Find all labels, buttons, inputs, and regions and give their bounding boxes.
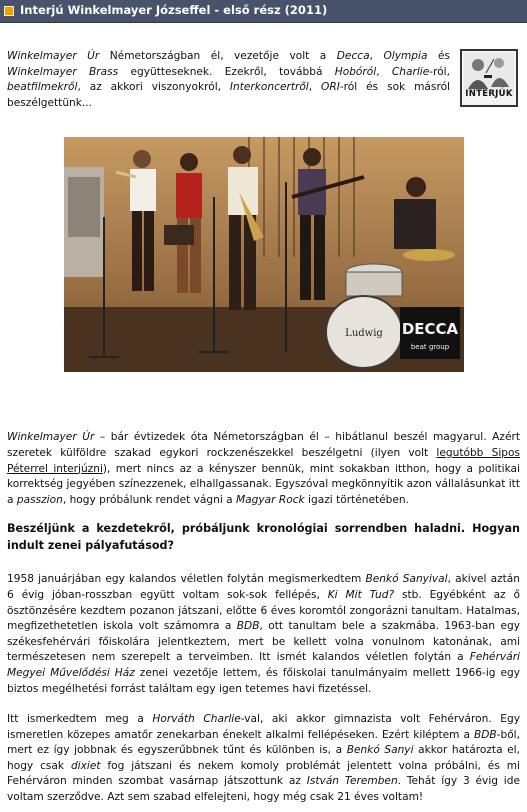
paragraph-intro-note: Winkelmayer Úr – bár évtizedek óta Németországban él – hibátlanul beszél magyarul. Azért szeretek külföldre szakad egykori rockzenészekkel beszélgetni (ilyen volt legutóbb Sipos Péterrel interjúzni), mert nincs az a kényszer bennük, mint sokakban itthon, hogy a politikai korrektség jegyében színezzenek, elhallgassanak. Egyszóval megkönnyítik azon vállalásunkat itt a passzion, hogy próbálunk rendet vágni a Magyar Rock igazi történetében. (7, 431, 520, 506)
decca-logo-subtext: beat group (410, 343, 449, 352)
page-title: Interjú Winkelmayer Józseffel - első rész (2011) (20, 3, 328, 18)
band-photo-container (7, 137, 520, 372)
article-content (0, 23, 527, 806)
interview-question: Beszéljünk a kezdetekről, próbáljunk kronológiai sorrendben haladni. Hogyan indult zenei pályafutásod? (7, 522, 520, 553)
interjuk-badge[interactable] (460, 49, 518, 107)
answer-paragraph-2: Itt ismerkedtem meg a Horváth Charlie-val, aki akkor gimnazista volt Fehérváron. Egy ismeretlen közepes amatőr zenekarban énekelt alkalmi fellépéseken. Ezért kiléptem a BDB-ből, mert ez így jobbnak és egyszerűbbnek tűnt és különben is, a Benkó Sanyi akkor határozta el, hogy csak dixiet fog játszani és nekem komoly problémát jelentett volna próbálni, és mi Fehérváron minden szombat vasárnap játszottunk az István Teremben. Tehát így 3 évig ide voltam szerződve. Azt sem szabad elfelejteni, hogy még csak 21 éves voltam! (7, 713, 520, 804)
answer-paragraph-1: 1958 januárjában egy kalandos véletlen folytán megismerkedtem Benkó Sanyival, akivel aztán 6 évig jóban-rosszban együtt voltam sok-sok fellépés, Ki Mit Tud? stb. Egyébként az ő ösztönzésére kezdtem pozanon játszani, előtte 6 éves koromtól zongorázni tanultam. Hatalmas, megfizethetetlen iskola volt számomra a BDB, ott tanultam bele a szakmába. 1963-ban egy székesfehérvári főiskolára jelentkeztem, mert be kellett volna vonulnom katonának, ami természetesen nem szerepelt a terveimben. Itt ismét kalandos véletlen folytán a Fehérvári Megyei Művelődési Ház zenei vezetője lettem, és főiskolai tanulmányaim mellett 1966-ig egy biztos megélhetési forrást találtam egy igen tetemes havi fizetéssel. (7, 573, 520, 695)
decca-logo-text: DECCA (401, 320, 458, 339)
band-photo (64, 137, 464, 372)
badge-label: INTERJÚK (465, 89, 513, 100)
bass-drum-text: Ludwig (344, 328, 383, 340)
intro-paragraph: Winkelmayer Úr Németországban él, vezetője volt a Decca, Olympia és Winkelmayer Brass együtteseknek. Ezekről, továbbá Hobóról, Charlie-ról, beatfilmekről, az akkori viszonyokról, Interkoncertről, ORI-ról és sok másról beszélgettünk... (7, 50, 450, 109)
title-bar (0, 0, 527, 23)
sipos-interview-link[interactable]: legutóbb Sipos Péterrel interjúzni (7, 446, 520, 475)
intro-section (7, 49, 520, 111)
title-bullet-icon (4, 6, 14, 16)
